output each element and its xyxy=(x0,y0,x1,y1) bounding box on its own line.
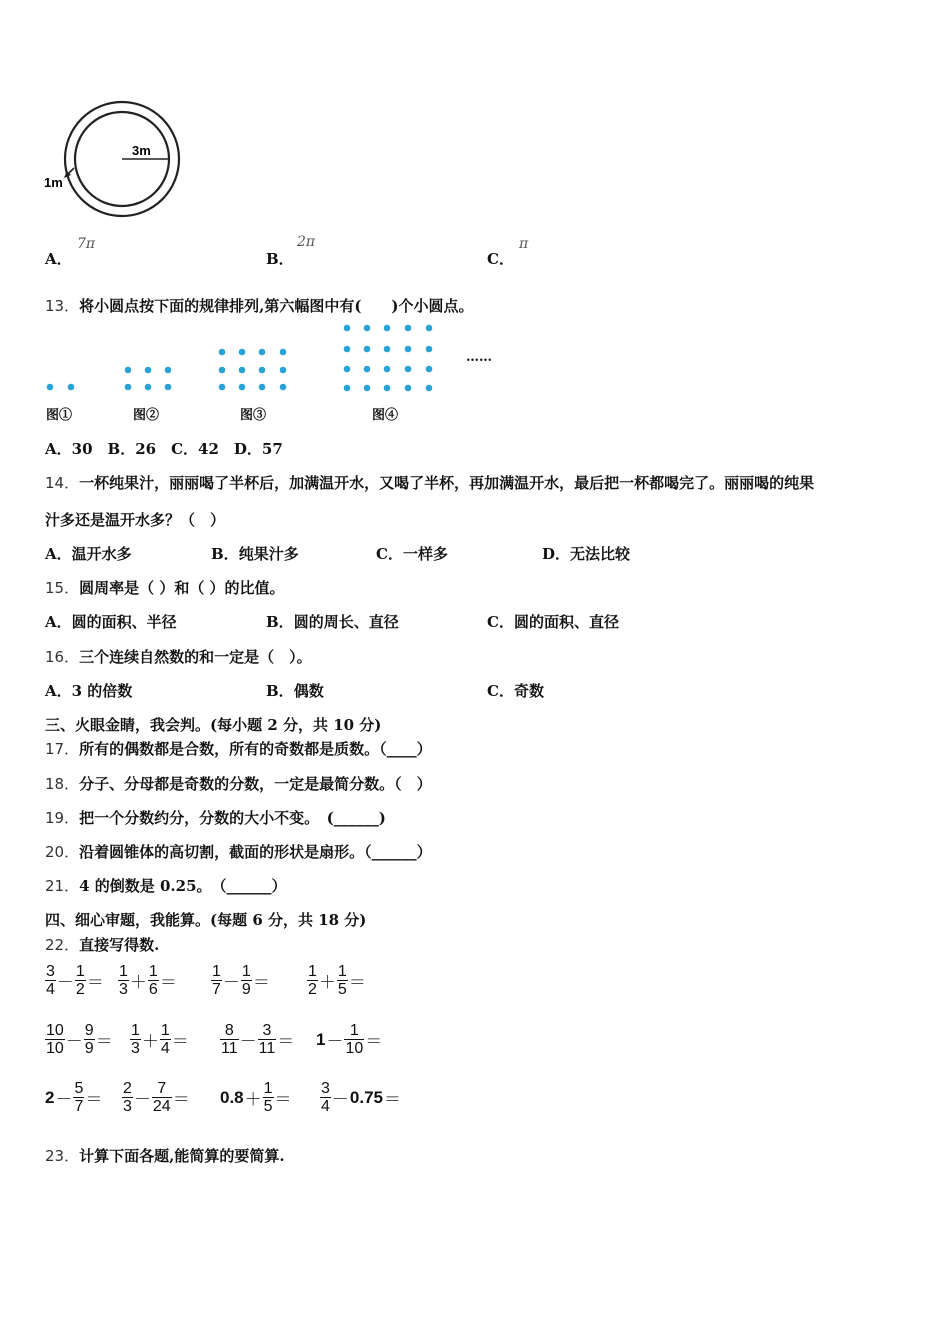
operator: － xyxy=(326,1032,344,1051)
fraction xyxy=(160,1022,171,1057)
q13-options[interactable]: A．30 B．26 C．42 D．57 xyxy=(45,440,283,458)
denominator: 10 xyxy=(46,1040,64,1057)
denominator: 10 xyxy=(345,1040,364,1057)
q16-question: 16．三个连续自然数的和一定是（ ）。 xyxy=(45,648,312,666)
q12-option-c-value: π xyxy=(519,236,529,252)
operator: － xyxy=(239,1032,257,1051)
q12-option-a-value: 7π xyxy=(77,236,96,252)
fraction xyxy=(220,1022,239,1057)
operator: － xyxy=(55,1090,73,1109)
dot-figure-1 xyxy=(47,384,75,391)
arithmetic-expression[interactable] xyxy=(130,1022,190,1057)
numerator: 1 xyxy=(75,963,85,980)
numerator: 3 xyxy=(46,963,55,980)
denominator: 3 xyxy=(131,1040,140,1057)
q15-option-b[interactable]: B．圆的周长、直径 xyxy=(266,613,399,631)
numerator: 5 xyxy=(74,1080,84,1097)
equals-sign: ＝ xyxy=(95,1032,113,1051)
fraction xyxy=(122,1080,133,1115)
arithmetic-expression[interactable] xyxy=(45,963,105,998)
fraction xyxy=(211,963,222,998)
q12-option-b-value: 2π xyxy=(297,234,316,250)
q14-option-d[interactable]: D．无法比较 xyxy=(542,545,631,563)
q14-option-a[interactable]: A．温开水多 xyxy=(45,545,132,563)
denominator: 3 xyxy=(123,1098,132,1115)
fraction xyxy=(118,963,129,998)
q15-option-a[interactable]: A．圆的面积、半径 xyxy=(45,613,177,631)
operator: － xyxy=(222,973,240,992)
numerator: 1 xyxy=(308,963,317,980)
whole-number: 0.75 xyxy=(349,1087,383,1107)
fraction xyxy=(45,963,56,998)
denominator: 4 xyxy=(46,981,55,998)
dot-figure-4 xyxy=(344,325,433,392)
denominator: 9 xyxy=(84,1040,94,1057)
denominator: 4 xyxy=(160,1040,170,1057)
equals-sign: ＝ xyxy=(86,973,104,992)
q19-question: 19．把一个分数约分，分数的大小不变。 (______) xyxy=(45,809,386,827)
width-label: 1m xyxy=(44,175,63,190)
q23-question: 23．计算下面各题,能简算的要简算. xyxy=(45,1147,285,1165)
numerator: 1 xyxy=(337,963,347,980)
dot-pattern-ellipsis: …… xyxy=(466,350,492,365)
equals-sign: ＝ xyxy=(384,1090,401,1109)
numerator: 9 xyxy=(84,1022,94,1039)
denominator: 5 xyxy=(263,1098,273,1115)
q20-question: 20．沿着圆锥体的高切割，截面的形状是扇形。（______） xyxy=(45,843,432,861)
equals-sign: ＝ xyxy=(159,973,177,992)
fraction xyxy=(73,1080,84,1115)
arithmetic-expression[interactable] xyxy=(118,963,178,998)
equals-sign: ＝ xyxy=(348,973,366,992)
denominator: 7 xyxy=(74,1098,84,1115)
numerator: 1 xyxy=(344,1022,364,1040)
q14-question-line1: 14．一杯纯果汁，丽丽喝了半杯后，加满温开水，又喝了半杯，再加满温开水，最后把一杯都喝完了。丽丽喝的纯果 xyxy=(45,474,815,492)
q12-option-a[interactable]: A． xyxy=(45,250,72,268)
q16-option-c[interactable]: C．奇数 xyxy=(487,682,544,700)
numerator: 1 xyxy=(241,963,251,980)
ring-figure xyxy=(40,98,185,223)
operator: ＋ xyxy=(244,1090,262,1109)
fraction xyxy=(307,963,318,998)
q12-option-b[interactable]: B． xyxy=(266,250,294,268)
denominator: 7 xyxy=(212,981,221,998)
operator: ＋ xyxy=(141,1032,159,1051)
numerator: 7 xyxy=(152,1080,172,1098)
numerator: 3 xyxy=(258,1022,277,1040)
operator: － xyxy=(56,973,74,992)
denominator: 6 xyxy=(148,981,158,998)
section-4-heading: 四、细心审题，我能算。(每题 6 分，共 18 分) xyxy=(45,911,367,929)
fraction xyxy=(84,1022,95,1057)
fraction xyxy=(45,1022,65,1057)
arithmetic-expression[interactable] xyxy=(220,1022,295,1057)
fig-label-3: 图③ xyxy=(240,408,267,423)
denominator: 9 xyxy=(241,981,251,998)
q16-option-b[interactable]: B．偶数 xyxy=(266,682,324,700)
q14-question-line2: 汁多还是温开水多？（ ） xyxy=(45,511,226,529)
denominator: 5 xyxy=(337,981,347,998)
equals-sign: ＝ xyxy=(85,1090,103,1109)
numerator: 1 xyxy=(263,1080,273,1097)
numerator: 3 xyxy=(321,1080,330,1097)
operator: － xyxy=(331,1090,349,1109)
q12-option-c[interactable]: C． xyxy=(487,250,514,268)
equals-sign: ＝ xyxy=(171,1032,189,1051)
denominator: 11 xyxy=(221,1040,238,1057)
fraction xyxy=(263,1080,274,1115)
dot-pattern-figure xyxy=(40,318,510,398)
arithmetic-expression[interactable] xyxy=(211,963,271,998)
denominator: 2 xyxy=(308,981,317,998)
section-3-heading: 三、火眼金睛，我会判。(每小题 2 分，共 10 分) xyxy=(45,716,382,734)
q13-question: 13．将小圆点按下面的规律排列,第六幅图中有( )个小圆点。 xyxy=(45,297,474,315)
arithmetic-expression[interactable] xyxy=(307,963,367,998)
operator: － xyxy=(65,1032,83,1051)
fraction xyxy=(337,963,348,998)
arithmetic-expression[interactable] xyxy=(45,1022,114,1057)
radius-label: 3m xyxy=(132,143,151,158)
arithmetic-expression[interactable] xyxy=(122,1080,191,1115)
q17-question: 17．所有的偶数都是合数，所有的奇数都是质数。（____） xyxy=(45,740,432,758)
q14-option-c[interactable]: C．一样多 xyxy=(376,545,448,563)
arithmetic-expression[interactable] xyxy=(316,1022,383,1057)
numerator: 1 xyxy=(212,963,221,980)
denominator: 24 xyxy=(152,1098,171,1115)
denominator: 4 xyxy=(321,1098,330,1115)
fraction xyxy=(130,1022,141,1057)
operator: ＋ xyxy=(129,973,147,992)
fraction xyxy=(152,1080,172,1115)
arithmetic-expression[interactable] xyxy=(220,1080,293,1115)
operator: － xyxy=(133,1090,151,1109)
dot-figure-2 xyxy=(125,367,172,391)
fraction xyxy=(75,963,86,998)
arithmetic-expression[interactable] xyxy=(45,1080,103,1115)
q22-question: 22．直接写得数. xyxy=(45,936,160,954)
equals-sign: ＝ xyxy=(274,1090,292,1109)
equals-sign: ＝ xyxy=(365,1032,383,1051)
equals-sign: ＝ xyxy=(172,1090,190,1109)
numerator: 1 xyxy=(160,1022,170,1039)
fig-label-1: 图① xyxy=(46,408,73,423)
denominator: 3 xyxy=(119,981,128,998)
fraction xyxy=(320,1080,331,1115)
numerator: 1 xyxy=(131,1022,140,1039)
whole-number: 2 xyxy=(45,1087,55,1107)
q15-option-c[interactable]: C．圆的面积、直径 xyxy=(487,613,619,631)
whole-number: 0.8 xyxy=(220,1087,244,1107)
fraction xyxy=(258,1022,277,1057)
numerator: 8 xyxy=(220,1022,239,1040)
numerator: 2 xyxy=(123,1080,132,1097)
equals-sign: ＝ xyxy=(277,1032,295,1051)
dot-figure-3 xyxy=(219,349,287,391)
denominator: 2 xyxy=(75,981,85,998)
fraction xyxy=(344,1022,364,1057)
fraction xyxy=(241,963,252,998)
denominator: 11 xyxy=(258,1040,276,1057)
numerator: 1 xyxy=(119,963,128,980)
numerator: 1 xyxy=(148,963,158,980)
fig-label-4: 图④ xyxy=(372,408,399,423)
q16-option-a[interactable]: A．3 的倍数 xyxy=(45,682,133,700)
equals-sign: ＝ xyxy=(252,973,270,992)
q15-question: 15．圆周率是（ ）和（ ）的比值。 xyxy=(45,579,285,597)
operator: ＋ xyxy=(318,973,336,992)
fig-label-2: 图② xyxy=(133,408,160,423)
numerator: 10 xyxy=(46,1022,64,1039)
fraction xyxy=(148,963,159,998)
whole-number: 1 xyxy=(316,1029,326,1049)
q21-question: 21．4 的倒数是 0.25。 （______） xyxy=(45,877,287,895)
q14-option-b[interactable]: B．纯果汁多 xyxy=(211,545,299,563)
q18-question: 18．分子、分母都是奇数的分数，一定是最简分数。（ ） xyxy=(45,775,432,793)
arithmetic-expression[interactable] xyxy=(320,1080,402,1115)
